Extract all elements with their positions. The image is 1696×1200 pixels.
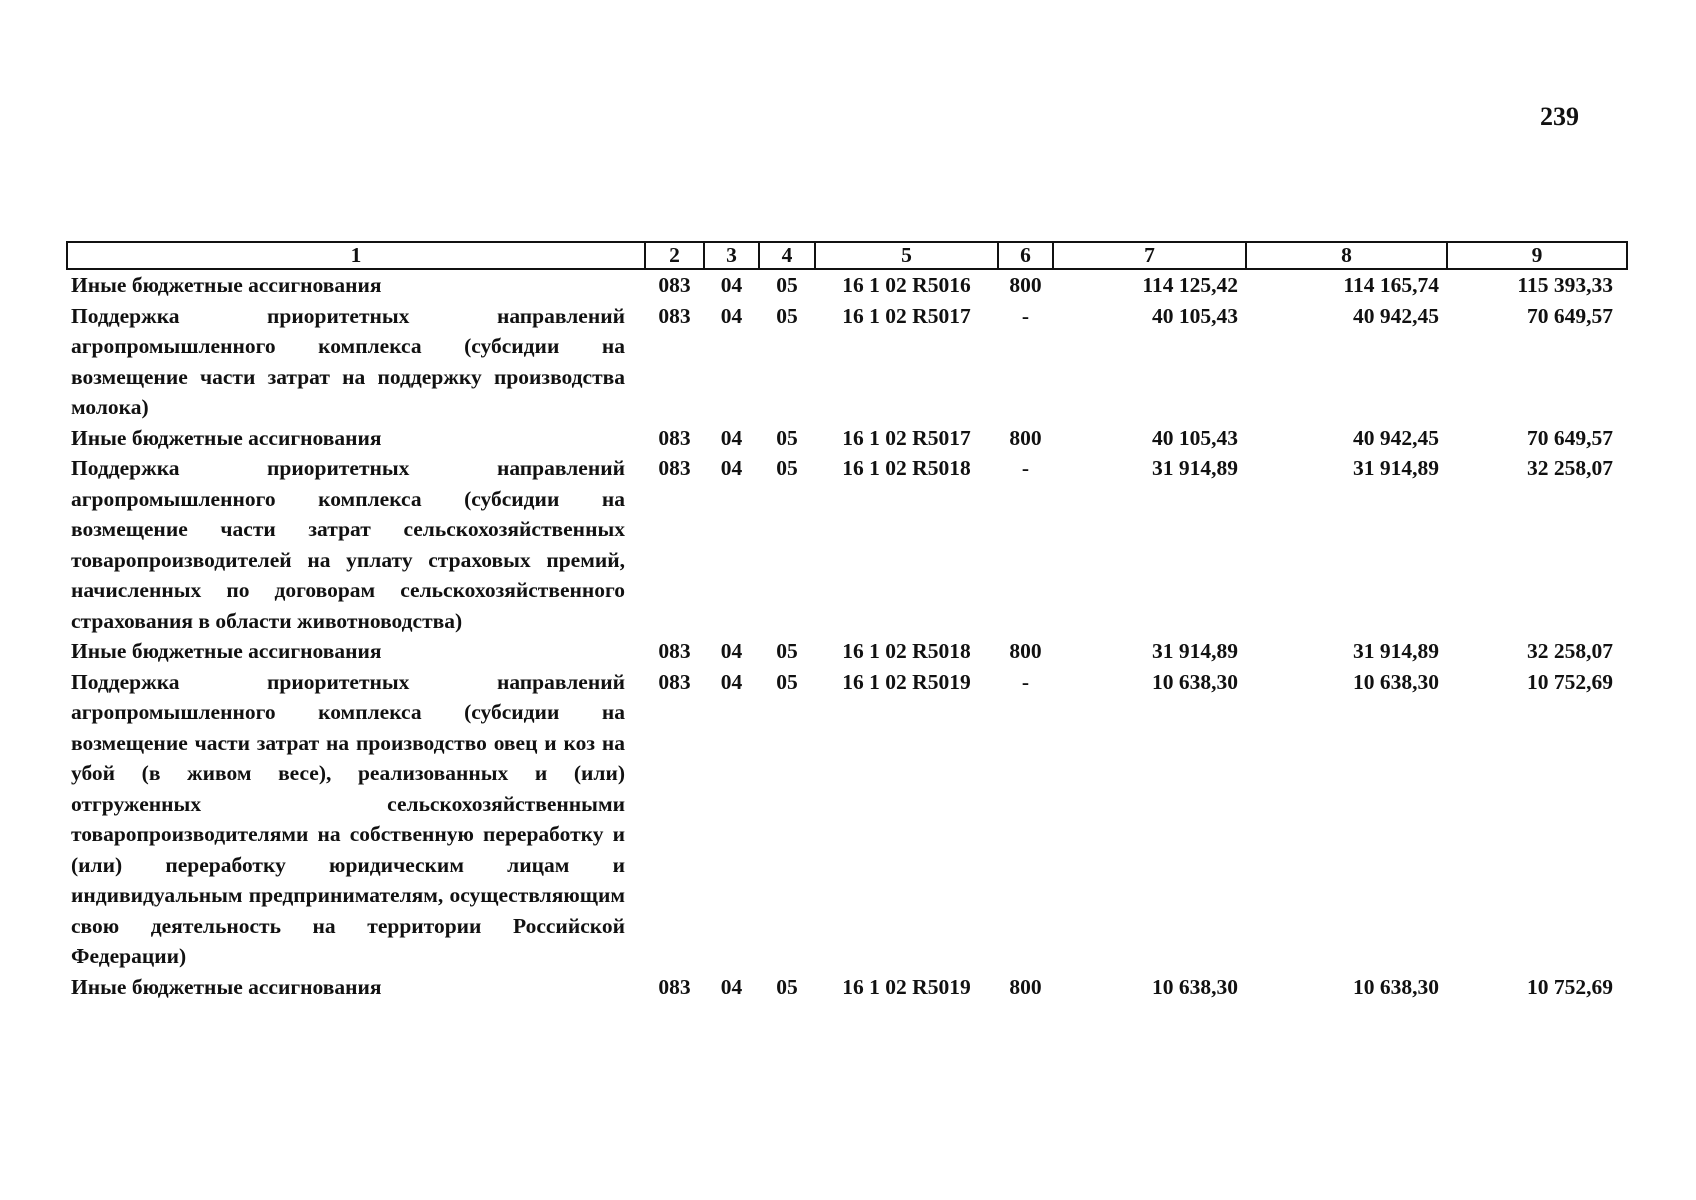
target-article-code: 16 1 02 R5018 bbox=[842, 456, 971, 480]
amount-col8: 40 942,45 bbox=[1353, 425, 1439, 450]
ministry-code: 083 bbox=[658, 425, 691, 450]
column-header: 7 bbox=[1053, 242, 1246, 269]
target-article-code: 16 1 02 R5018 bbox=[842, 639, 971, 663]
target-article-code: 16 1 02 R5019 bbox=[842, 974, 971, 999]
table-row bbox=[67, 972, 1627, 1003]
amount-col7: 10 638,30 bbox=[1152, 974, 1238, 999]
subsection-code: 05 bbox=[776, 974, 798, 999]
table-row bbox=[67, 423, 1627, 454]
subsection-code: 05 bbox=[776, 639, 798, 663]
column-header: 4 bbox=[759, 242, 815, 269]
amount-col8: 40 942,45 bbox=[1353, 303, 1439, 328]
subsection-code: 05 bbox=[776, 425, 798, 450]
section-code: 04 bbox=[720, 669, 743, 694]
amount-col7: 31 914,89 bbox=[1152, 639, 1238, 663]
subsection-code: 05 bbox=[776, 456, 798, 480]
target-article-code: 16 1 02 R5017 bbox=[842, 303, 971, 328]
row-description: Иные бюджетные ассигнования bbox=[71, 425, 382, 450]
amount-col7: 40 105,43 bbox=[1152, 303, 1238, 328]
expense-type-code: - bbox=[1021, 669, 1030, 694]
row-description: Поддержка приоритетных направлений агропромышленного комплекса (субсидии на возмещение части затрат на производство овец и коз на убой (в живом весе), реализованных и (или) отгруженных сельскохозяйственными товаропроизводителями на собственную переработку и (или) переработку юридическим лицам и индивидуальным предпринимателям, осуществляющим свою деятельность на территории Российской Федерации) bbox=[71, 669, 625, 968]
table-row bbox=[67, 667, 1627, 972]
row-description: Иные бюджетные ассигнования bbox=[71, 273, 382, 297]
table-row bbox=[67, 269, 1627, 301]
amount-col9: 32 258,07 bbox=[1527, 456, 1613, 480]
amount-col8: 10 638,30 bbox=[1353, 669, 1439, 694]
section-code: 04 bbox=[720, 974, 743, 999]
amount-col9: 10 752,69 bbox=[1527, 669, 1613, 694]
section-code: 04 bbox=[720, 425, 743, 450]
ministry-code: 083 bbox=[658, 639, 691, 663]
subsection-code: 05 bbox=[776, 273, 798, 297]
subsection-code: 05 bbox=[776, 669, 798, 694]
target-article-code: 16 1 02 R5017 bbox=[842, 425, 971, 450]
expense-type-code: 800 bbox=[1009, 425, 1042, 450]
subsection-code: 05 bbox=[776, 303, 798, 328]
expense-type-code: - bbox=[1021, 456, 1030, 480]
amount-col9: 32 258,07 bbox=[1527, 639, 1613, 663]
section-code: 04 bbox=[720, 456, 743, 480]
column-header: 2 bbox=[645, 242, 704, 269]
amount-col9: 70 649,57 bbox=[1527, 425, 1613, 450]
ministry-code: 083 bbox=[658, 456, 691, 480]
column-header: 1 bbox=[67, 242, 645, 269]
table-row bbox=[67, 301, 1627, 423]
column-header: 8 bbox=[1246, 242, 1447, 269]
table-header-row bbox=[67, 242, 1627, 269]
ministry-code: 083 bbox=[658, 303, 691, 328]
amount-col8: 114 165,74 bbox=[1343, 273, 1439, 297]
column-header: 6 bbox=[998, 242, 1053, 269]
table-body bbox=[67, 269, 1627, 1002]
section-code: 04 bbox=[720, 303, 743, 328]
table-row bbox=[67, 453, 1627, 636]
amount-col8: 31 914,89 bbox=[1353, 639, 1439, 663]
section-code: 04 bbox=[720, 273, 743, 297]
expense-type-code: 800 bbox=[1009, 273, 1042, 297]
amount-col9: 10 752,69 bbox=[1527, 974, 1613, 999]
page-number: 239 bbox=[1540, 102, 1579, 131]
row-description: Поддержка приоритетных направлений агропромышленного комплекса (субсидии на возмещение части затрат на поддержку производства молока) bbox=[71, 303, 625, 419]
target-article-code: 16 1 02 R5019 bbox=[842, 669, 971, 694]
table-row bbox=[67, 636, 1627, 667]
column-header: 5 bbox=[815, 242, 998, 269]
amount-col8: 10 638,30 bbox=[1353, 974, 1439, 999]
ministry-code: 083 bbox=[658, 273, 691, 297]
row-description: Иные бюджетные ассигнования bbox=[71, 974, 382, 999]
column-header: 9 bbox=[1447, 242, 1627, 269]
target-article-code: 16 1 02 R5016 bbox=[842, 273, 971, 297]
row-description: Поддержка приоритетных направлений агропромышленного комплекса (субсидии на возмещение части затрат сельскохозяйственных товаропроизводителей на уплату страховых премий, начисленных по договорам сельскохозяйственного страхования в области животноводства) bbox=[71, 456, 625, 633]
row-description: Иные бюджетные ассигнования bbox=[71, 639, 382, 663]
column-header: 3 bbox=[704, 242, 759, 269]
amount-col7: 114 125,42 bbox=[1142, 273, 1238, 297]
ministry-code: 083 bbox=[658, 669, 691, 694]
amount-col7: 31 914,89 bbox=[1152, 456, 1238, 480]
amount-col7: 10 638,30 bbox=[1152, 669, 1238, 694]
amount-col9: 70 649,57 bbox=[1527, 303, 1613, 328]
expense-type-code: 800 bbox=[1009, 639, 1042, 663]
section-code: 04 bbox=[720, 639, 743, 663]
ministry-code: 083 bbox=[658, 974, 691, 999]
amount-col8: 31 914,89 bbox=[1353, 456, 1439, 480]
amount-col9: 115 393,33 bbox=[1517, 273, 1613, 297]
budget-table bbox=[66, 241, 1628, 1002]
amount-col7: 40 105,43 bbox=[1152, 425, 1238, 450]
expense-type-code: - bbox=[1021, 303, 1030, 328]
expense-type-code: 800 bbox=[1009, 974, 1042, 999]
